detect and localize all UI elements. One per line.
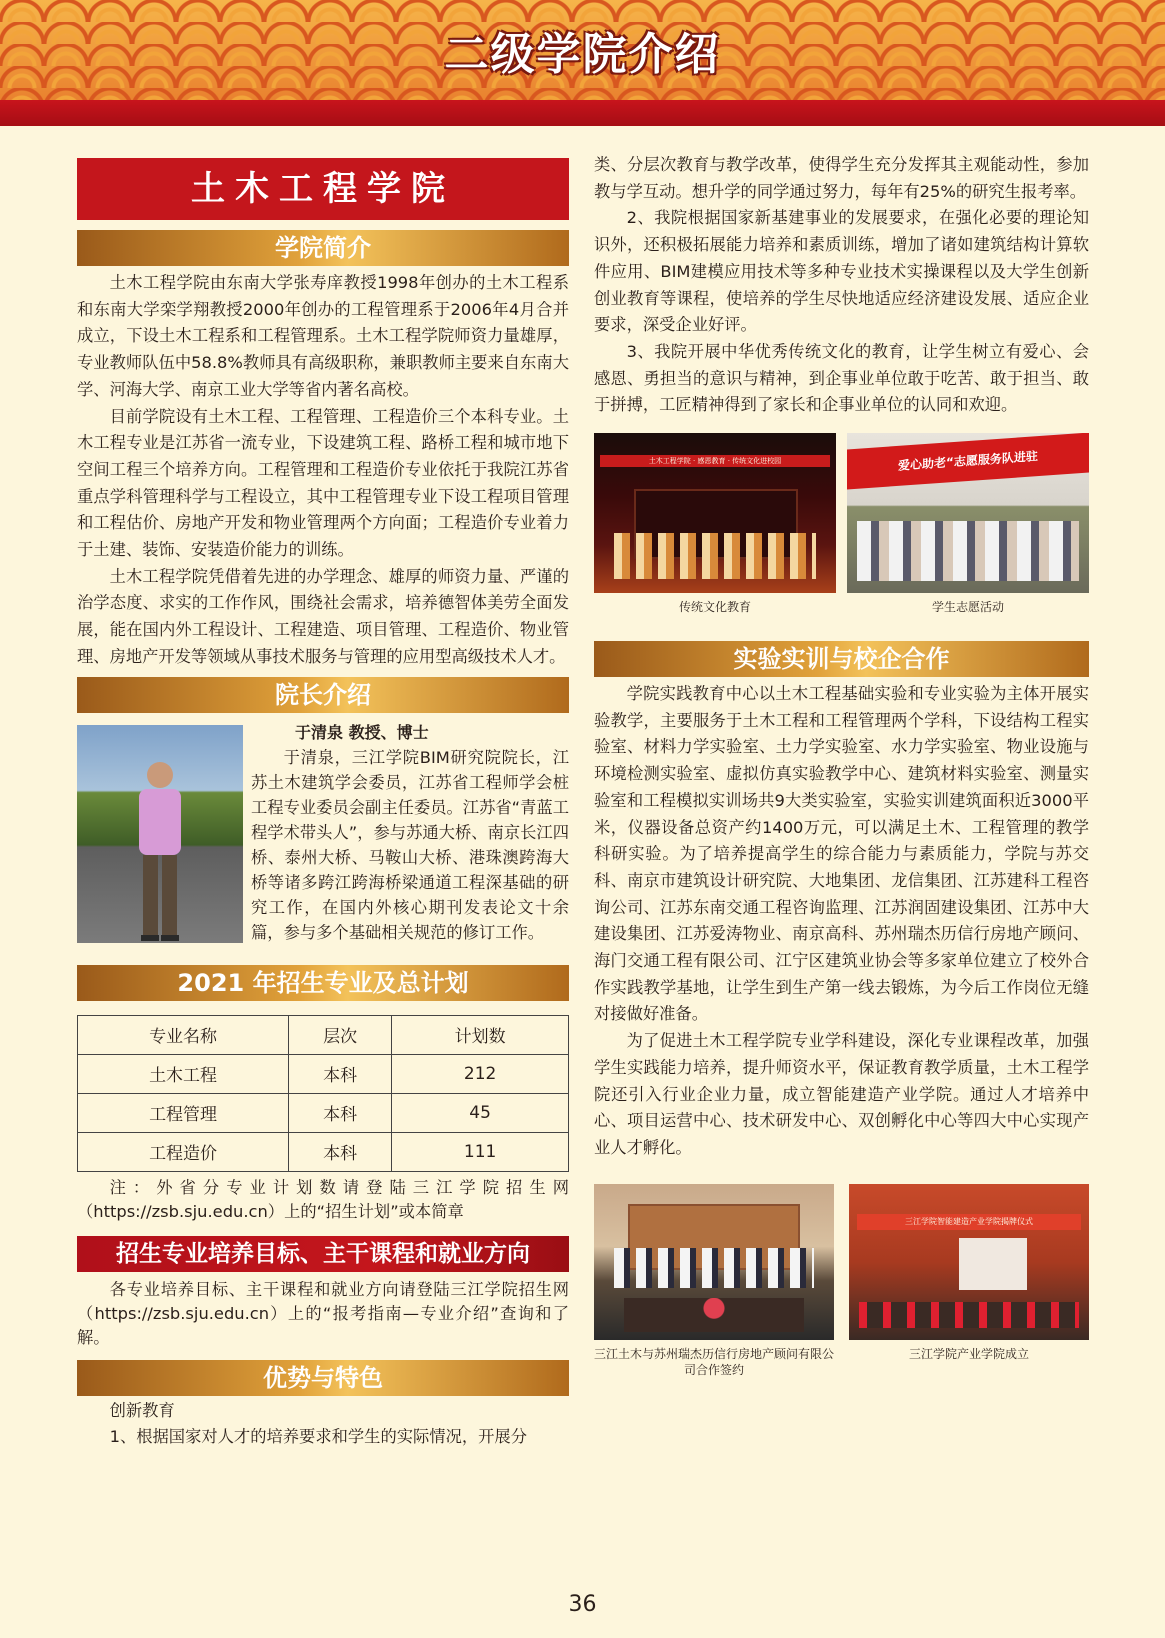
section-heading-intro: 学院简介 xyxy=(77,230,569,266)
ceremony-banner: 三江学院智能建造产业学院揭牌仪式 xyxy=(857,1214,1081,1230)
advantages-item-3: 3、我院开展中华优秀传统文化的教育，让学生树立有爱心、会感恩、勇担当的意识与精神，到企事业单位敢于吃苦、敢于担当、敢于拼搏，工匠精神得到了家长和企事业单位的认同和欢迎。 xyxy=(594,341,1089,415)
advantages-item-2: 2、我院根据国家新基建事业的发展要求，在强化必要的理论知识外，还积极拓展能力培养和素质训练，增加了诸如建筑结构计算软件应用、BIM建模应用技术等多种专业技术实操课程以及大学生创新创业教育等课程，使培养的学生尽快地适应经济建设发展、适应企业要求，深受企业好评。 xyxy=(594,208,1089,335)
photo-signing-ceremony xyxy=(594,1184,834,1340)
stage-banner: 土木工程学院 · 感恩教育 · 传统文化进校园 xyxy=(600,455,830,467)
dean-name: 于清泉 教授、博士 xyxy=(295,722,429,742)
photo-caption: 三江土木与苏州瑞杰历信行房地产顾问有限公司合作签约 xyxy=(594,1346,835,1377)
college-title: 土木工程学院 xyxy=(77,158,569,220)
photo-caption: 学生志愿活动 xyxy=(931,600,1004,615)
page-number: 36 xyxy=(568,1592,597,1617)
table-cell: 212 xyxy=(392,1054,569,1093)
table-cell: 土木工程 xyxy=(78,1054,289,1093)
section-heading-dean: 院长介绍 xyxy=(77,677,569,713)
table-cell: 本科 xyxy=(289,1054,392,1093)
conference-table xyxy=(624,1298,804,1332)
section-heading-goals: 招生专业培养目标、主干课程和就业方向 xyxy=(77,1236,569,1272)
advantages-sub: 创新教育 xyxy=(109,1400,175,1420)
section-heading-plan: 2021 年招生专业及总计划 xyxy=(77,965,569,1001)
photo-card xyxy=(849,1184,1089,1378)
table-cell: 111 xyxy=(392,1132,569,1171)
left-column xyxy=(77,158,569,1451)
signing-group xyxy=(614,1248,814,1288)
advantages-item-1-cont: 类、分层次教育与教学改革，使得学生充分发挥其主观能动性，参加教与学互动。想升学的同学通过努力，每年有25%的研究生报考率。 xyxy=(594,155,1089,201)
photo-row-1 xyxy=(594,433,1089,615)
table-cell: 本科 xyxy=(289,1093,392,1132)
dean-photo xyxy=(77,725,243,943)
table-header: 计划数 xyxy=(392,1015,569,1054)
table-header-row xyxy=(78,1015,569,1054)
flower-row xyxy=(859,1302,1079,1328)
volunteers-group xyxy=(857,521,1079,581)
red-stripe xyxy=(0,100,1165,126)
table-cell: 工程造价 xyxy=(78,1132,289,1171)
intro-paragraph: 土木工程学院由东南大学张寿庠教授1998年创办的土木工程系和东南大学栾学翔教授2000年创办的工程管理系于2006年4月合并成立，下设土木工程系和工程管理系。土木工程学院师资力量雄厚，专业教师队伍中58.8%教师具有高级职称，兼职教师主要来自东南大学、河海大学、南京工业大学等省内著名高校。 xyxy=(77,273,569,399)
person-figure xyxy=(125,753,195,943)
volunteer-banner: 爱心助老“志愿服务队进驻 xyxy=(847,433,1089,489)
table-header: 专业名称 xyxy=(78,1015,289,1054)
photo-industry-college xyxy=(849,1184,1089,1340)
table-row xyxy=(78,1093,569,1132)
dean-bio: 于清泉，三江学院BIM研究院院长，江苏土木建筑学会委员，江苏省工程师学会桩工程专业委员会副主任委员。江苏省“青蓝工程学术带头人”，参与苏通大桥、南京长江四桥、泰州大桥、马鞍山大桥、港珠澳跨海大桥等诸多跨江跨海桥梁通道工程深基础的研究工作，在国内外核心期刊发表论文十余篇，参与多个基础相关规范的修订工作。 xyxy=(251,747,569,942)
lab-paragraph: 学院实践教育中心以土木工程基础实验和专业实验为主体开展实验教学，主要服务于土木工程和工程管理两个学科，下设结构工程实验室、材料力学实验室、土力学实验室、水力学实验室、物业设施与环境检测实验室、虚拟仿真实验教学中心、建筑材料实验室、测量实验室和工程模拟实训场共9大类实验室，实验实训建筑面积近3000平米，仪器设备总资产约1400万元，可以满足土木、工程管理的教学科研实验。为了培养提高学生的综合能力与素质能力，学院与苏交科、南京市建筑设计研究院、大地集团、龙信集团、江苏建科工程咨询公司、江苏东南交通工程咨询监理、江苏润固建设集团、江苏中大建设集团、江苏爱涛物业、南京高科、苏州瑞杰历信行房地产顾问、海门交通工程有限公司、江宁区建筑业协会等多家单位建立了校外合作实践教学基地，让学生到生产第一线去锻炼，为今后工作岗位无缝对接做好准备。 xyxy=(594,684,1089,1024)
goals-text: 各专业培养目标、主干课程和就业方向请登陆三江学院招生网（https://zsb.sju.edu.cn）上的“报考指南—专业介绍”查询和了解。 xyxy=(77,1279,569,1347)
table-row xyxy=(78,1054,569,1093)
table-row xyxy=(78,1132,569,1171)
photo-volunteer-activity xyxy=(847,433,1089,593)
photo-culture-event xyxy=(594,433,836,593)
lab-paragraph: 为了促进土木工程学院专业学科建设，深化专业课程改革，加强学生实践能力培养，提升师资水平，保证教育教学质量，土木工程学院还引入行业企业力量，成立智能建造产业学院。通过人才培养中心、项目运营中心、技术研发中心、双创孵化中心等四大中心实现产业人才孵化。 xyxy=(594,1031,1089,1157)
advantages-item-1-start: 1、根据国家对人才的培养要求和学生的实际情况，开展分 xyxy=(109,1427,527,1447)
table-cell: 本科 xyxy=(289,1132,392,1171)
top-banner xyxy=(0,0,1165,100)
plan-note: 注：外省分专业计划数请登陆三江学院招生网（https://zsb.sju.edu.cn）上的“招生计划”或本简章 xyxy=(77,1177,569,1221)
intro-paragraph: 土木工程学院凭借着先进的办学理念、雄厚的师资力量、严谨的治学态度、求实的工作作风，围绕社会需求，培养德智体美劳全面发展，能在国内外工程设计、工程建造、项目管理、工程造价、物业管理、房地产开发等领域从事技术服务与管理的应用型高级技术人才。 xyxy=(77,566,569,666)
right-column xyxy=(594,152,1089,1378)
photo-row-2 xyxy=(594,1184,1089,1378)
dean-block xyxy=(77,721,569,945)
dean-text xyxy=(251,721,569,945)
performers xyxy=(614,533,816,579)
photo-card xyxy=(594,433,836,615)
table-cell: 工程管理 xyxy=(78,1093,289,1132)
lab-text xyxy=(594,681,1089,1162)
section-heading-advantages: 优势与特色 xyxy=(77,1360,569,1396)
photo-card xyxy=(594,1184,834,1378)
enrollment-table xyxy=(77,1015,569,1172)
intro-paragraph: 目前学院设有土木工程、工程管理、工程造价三个本科专业。土木工程专业是江苏省一流专业，下设建筑工程、路桥工程和城市地下空间工程三个培养方向。工程管理和工程造价专业依托于我院江苏省重点学科管理科学与工程设立，其中工程管理专业下设工程项目管理和工程估价、房地产开发和物业管理两个方向面；工程造价专业着力于土建、装饰、安装造价能力的训练。 xyxy=(77,406,569,560)
projection-screen xyxy=(959,1238,1027,1290)
table-header: 层次 xyxy=(289,1015,392,1054)
photo-card xyxy=(847,433,1089,615)
banner-title: 二级学院介绍 xyxy=(444,29,721,80)
photo-caption: 传统文化教育 xyxy=(678,600,751,615)
section-heading-lab: 实验实训与校企合作 xyxy=(594,641,1089,677)
photo-caption: 三江学院产业学院成立 xyxy=(908,1346,1029,1361)
table-cell: 45 xyxy=(392,1093,569,1132)
intro-text xyxy=(77,270,569,671)
